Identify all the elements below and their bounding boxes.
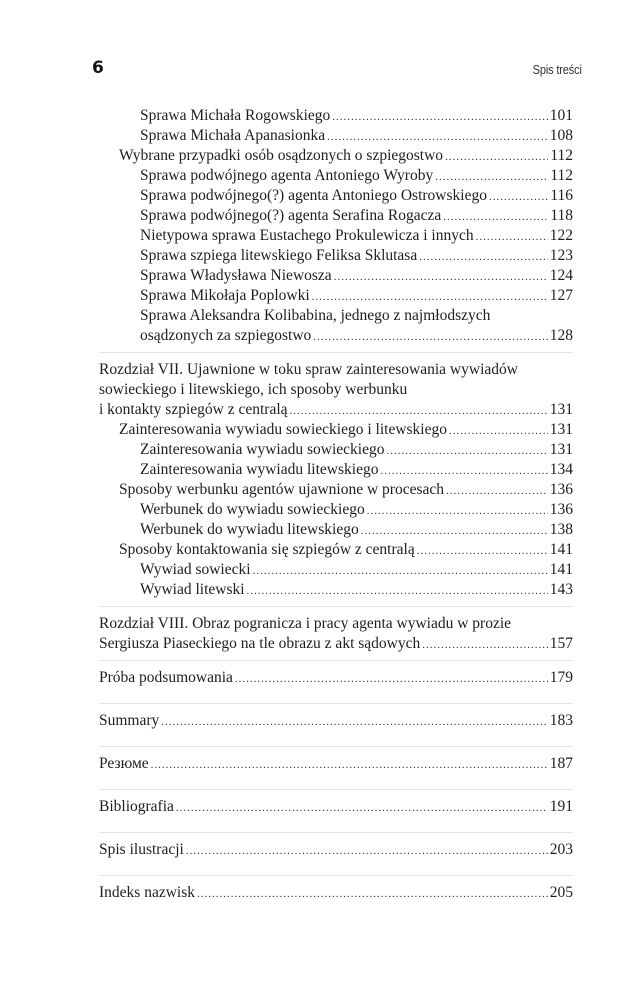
toc-entry[interactable]: [99, 500, 573, 520]
toc-entry[interactable]: [99, 540, 573, 560]
toc-entry[interactable]: [99, 840, 573, 869]
dot-leader: [435, 167, 548, 187]
toc-page-number: 134: [549, 461, 573, 478]
toc-entry[interactable]: [99, 266, 573, 286]
toc-entry-title: Sprawa podwójnego(?) agenta Antoniego Ostrowskiego: [140, 187, 487, 204]
toc-page-number: 112: [550, 167, 573, 184]
toc-entry-title: Spis ilustracji: [99, 841, 184, 858]
toc-group: [99, 614, 573, 661]
toc-entry-title: Nietypowa sprawa Eustachego Prokulewicza i innych: [140, 227, 474, 244]
toc-page-number: 187: [549, 755, 573, 772]
toc-entry[interactable]: [99, 186, 573, 206]
toc-page-number: 131: [549, 441, 573, 458]
toc-entry-title: Zainteresowania wywiadu litewskiego: [140, 461, 379, 478]
toc-entry[interactable]: [99, 580, 573, 600]
dot-leader: [334, 267, 548, 287]
toc-group: [99, 840, 573, 876]
dot-leader: [380, 461, 547, 481]
toc-entry-title: Bibliografia: [99, 798, 174, 815]
running-title: Spis treści: [532, 62, 582, 77]
toc-entry-title: Sprawa Michała Apanasionka: [140, 127, 326, 144]
toc-entry[interactable]: [99, 560, 573, 580]
dot-leader: [449, 421, 548, 441]
toc-entry[interactable]: [99, 106, 573, 126]
dot-leader: [186, 841, 548, 861]
toc-entry-title: Summary: [99, 712, 160, 729]
toc-entry-title: Werbunek do wywiadu litewskiego: [140, 521, 359, 538]
toc-entry-line: Sprawa Aleksandra Kolibabina, jednego z najmłodszych: [140, 307, 491, 324]
toc-entry-title: Zainteresowania wywiadu sowieckiego: [140, 441, 385, 458]
toc-entry[interactable]: [99, 400, 573, 420]
toc-entry-title: Sposoby werbunku agentów ujawnione w procesach: [119, 481, 444, 498]
toc-entry-title: Sprawa Władysława Niewosza: [140, 267, 332, 284]
dot-leader: [386, 441, 547, 461]
toc-entry[interactable]: [99, 883, 573, 912]
toc-entry-title: Sprawa Michała Rogowskiego: [140, 107, 331, 124]
dot-leader: [417, 541, 548, 561]
toc-page-number: 131: [549, 401, 573, 418]
dot-leader: [446, 481, 548, 501]
toc-page-number: 205: [549, 884, 573, 901]
toc-group: [99, 883, 573, 918]
toc-group: [99, 711, 573, 747]
toc-entry[interactable]: [99, 797, 573, 826]
toc-page-number: 131: [549, 421, 573, 438]
table-of-contents: [99, 106, 573, 925]
dot-leader: [419, 247, 548, 267]
toc-entry-title: Sposoby kontaktowania się szpiegów z centralą: [119, 541, 415, 558]
dot-leader: [312, 287, 548, 307]
toc-entry[interactable]: [99, 520, 573, 540]
toc-entry-title: osądzonych za szpiegostwo: [140, 327, 312, 344]
toc-entry[interactable]: [99, 286, 573, 306]
toc-entry-title: Zainteresowania wywiadu sowieckiego i litewskiego: [119, 421, 447, 438]
toc-page-number: 141: [549, 541, 573, 558]
toc-page-number: 128: [549, 327, 573, 344]
toc-entry[interactable]: [99, 668, 573, 697]
toc-group: [99, 360, 573, 607]
toc-page-number: 122: [549, 227, 573, 244]
dot-leader: [332, 107, 547, 127]
toc-entry-title: Sergiusza Piaseckiego na tle obrazu z akt sądowych: [99, 635, 421, 652]
toc-entry[interactable]: [99, 754, 573, 783]
dot-leader: [247, 581, 548, 601]
toc-entry[interactable]: [99, 440, 573, 460]
toc-page-number: 179: [549, 669, 573, 686]
toc-page-number: 127: [549, 287, 573, 304]
toc-page-number: 116: [550, 187, 573, 204]
toc-entry-title: Indeks nazwisk: [99, 884, 195, 901]
dot-leader: [367, 501, 548, 521]
toc-group: [99, 668, 573, 704]
toc-page-number: 143: [549, 581, 573, 598]
dot-leader: [197, 884, 548, 904]
toc-entry-title: i kontakty szpiegów z centralą: [99, 401, 288, 418]
toc-entry-title: Sprawa podwójnego(?) agenta Serafina Rogacza: [140, 207, 442, 224]
dot-leader: [422, 635, 548, 655]
toc-entry[interactable]: [99, 226, 573, 246]
dot-leader: [290, 401, 548, 421]
toc-page-number: 138: [549, 521, 573, 538]
toc-entry[interactable]: [99, 711, 573, 740]
toc-entry[interactable]: [99, 166, 573, 186]
dot-leader: [176, 798, 548, 818]
toc-entry-title: Próba podsumowania: [99, 669, 233, 686]
dot-leader: [445, 147, 548, 167]
toc-page-number: 124: [549, 267, 573, 284]
toc-page-number: 101: [549, 107, 573, 124]
toc-page-number: 136: [549, 481, 573, 498]
dot-leader: [253, 561, 548, 581]
toc-entry-title: Wybrane przypadki osób osądzonych o szpiegostwo: [119, 147, 444, 164]
dot-leader: [235, 669, 548, 689]
toc-entry[interactable]: [99, 146, 573, 166]
toc-entry-title: Wywiad litewski: [140, 581, 245, 598]
toc-entry[interactable]: [99, 326, 573, 346]
dot-leader: [361, 521, 548, 541]
toc-page-number: 203: [549, 841, 573, 858]
toc-entry-title: Резюме: [99, 755, 149, 772]
toc-page-number: 112: [550, 147, 573, 164]
toc-entry-title: Sprawa podwójnego agenta Antoniego Wyroby: [140, 167, 434, 184]
toc-entry-line: Rozdział VIII. Obraz pogranicza i pracy agenta wywiadu w prozie: [99, 615, 512, 632]
toc-entry-title: Werbunek do wywiadu sowieckiego: [140, 501, 365, 518]
toc-page-number: 118: [550, 207, 573, 224]
dot-leader: [476, 227, 548, 247]
toc-entry-title: Sprawa Mikołaja Poplowki: [140, 287, 310, 304]
dot-leader: [327, 127, 548, 147]
toc-page-number: 141: [549, 561, 573, 578]
toc-entry-line: Rozdział VII. Ujawnione w toku spraw zainteresowania wywiadów: [99, 361, 518, 378]
toc-entry[interactable]: [99, 126, 573, 146]
toc-page-number: 136: [549, 501, 573, 518]
toc-page-number: 108: [549, 127, 573, 144]
dot-leader: [161, 712, 547, 732]
toc-entry[interactable]: [99, 246, 573, 266]
toc-entry[interactable]: [99, 206, 573, 226]
toc-group: [99, 754, 573, 790]
toc-page-number: 157: [549, 635, 573, 652]
dot-leader: [313, 327, 547, 347]
toc-page-number: 191: [549, 798, 573, 815]
toc-page-number: 123: [549, 247, 573, 264]
toc-entry-title: Wywiad sowiecki: [140, 561, 251, 578]
page-number: 6: [92, 58, 104, 78]
toc-page-number: 183: [549, 712, 573, 729]
toc-entry[interactable]: [99, 460, 573, 480]
toc-group: [99, 797, 573, 833]
dot-leader: [489, 187, 548, 207]
toc-entry-line: sowieckiego i litewskiego, ich sposoby werbunku: [99, 381, 408, 398]
toc-entry[interactable]: [99, 420, 573, 440]
toc-entry[interactable]: [99, 634, 573, 654]
dot-leader: [443, 207, 548, 227]
dot-leader: [151, 755, 548, 775]
toc-group: [99, 106, 573, 353]
toc-entry[interactable]: [99, 480, 573, 500]
toc-entry-title: Sprawa szpiega litewskiego Feliksa Sklutasa: [140, 247, 418, 264]
